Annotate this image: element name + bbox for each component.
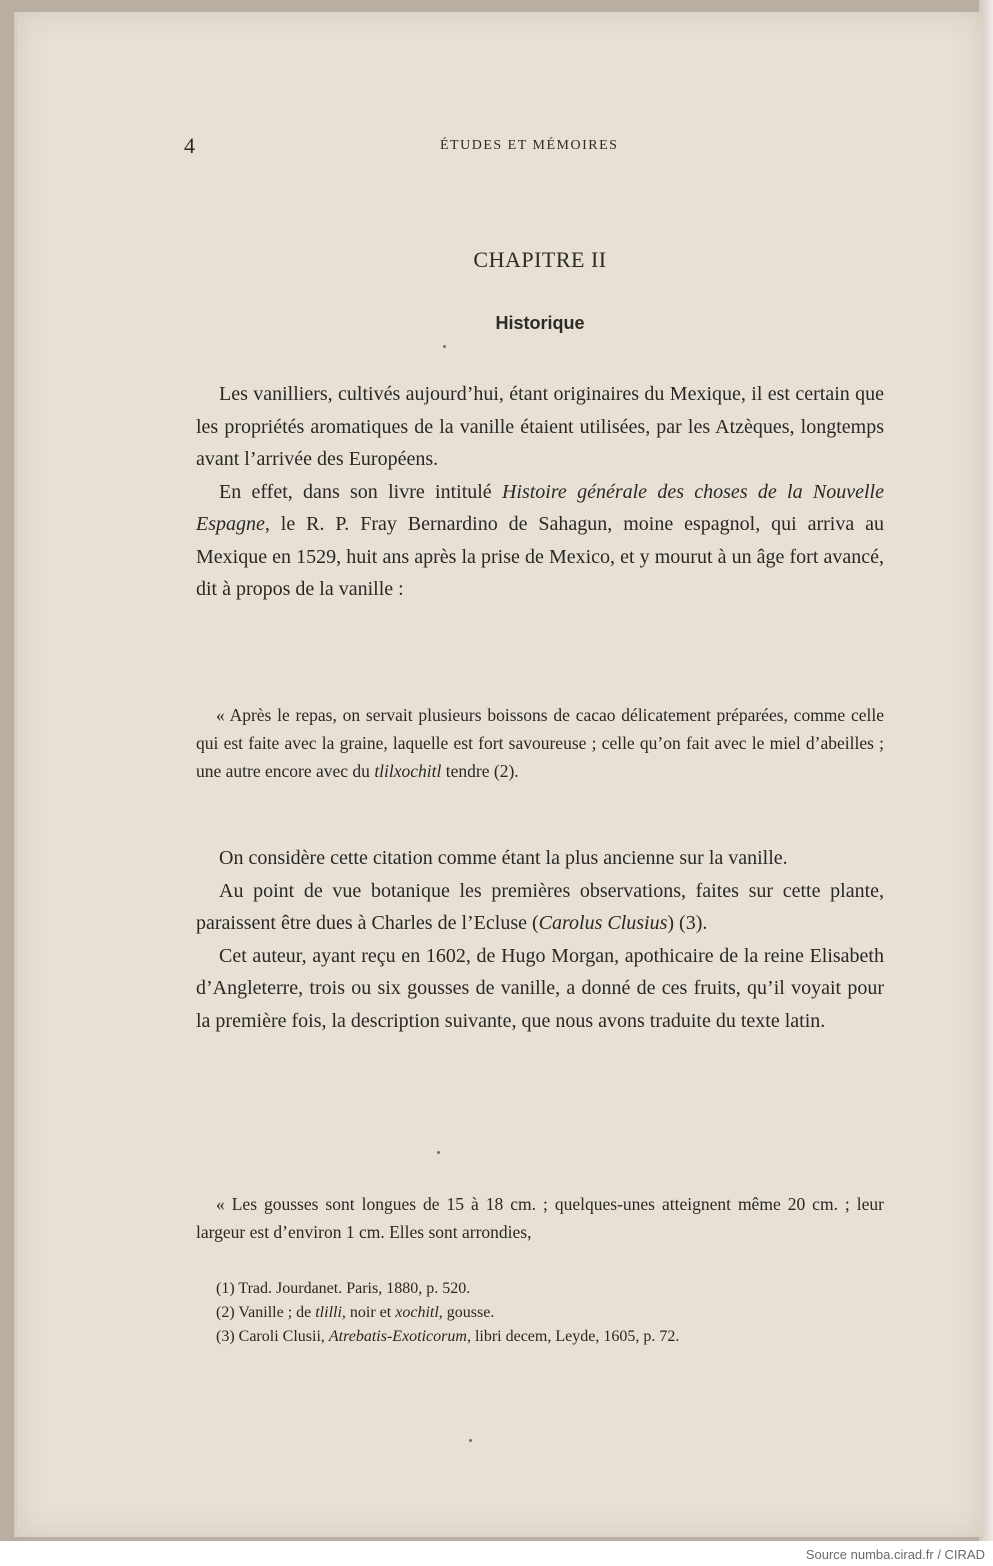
paragraph-text: ) (3).	[667, 912, 708, 934]
quote-text: « Après le repas, on servait plusieurs boissons de cacao délicatement préparées, comme celle qui est faite avec la graine, laquelle est fort savoureuse ; celle qu’on fait avec le miel d’abeilles ; une autre encore avec du	[196, 705, 884, 781]
footnote-text: (3) Caroli Clusii,	[216, 1328, 329, 1345]
nahuatl-term: xochitl	[395, 1304, 439, 1321]
footnote-text: , noir et	[341, 1304, 396, 1321]
footnote-1: (1) Trad. Jourdanet. Paris, 1880, p. 520.	[216, 1280, 471, 1297]
section-title: Historique	[495, 313, 585, 333]
paragraph-sahagun	[196, 476, 884, 606]
footnotes	[196, 1277, 884, 1349]
paragraph-morgan: Cet auteur, ayant reçu en 1602, de Hugo Morgan, apothicaire de la reine Elisabeth d’Angleterre, trois ou six gousses de vanille, a donné de ces fruits, qu’il voyait pour la première fois, la description suivante, que nous avons traduite du texte latin.	[196, 944, 884, 1032]
source-credit: Source numba.cirad.fr / CIRAD	[805, 1547, 985, 1562]
page-header	[180, 135, 880, 159]
quote-paragraph: « Les gousses sont longues de 15 à 18 cm. ; quelques-unes atteignent même 20 cm. ; leur largeur est d’environ 1 cm. Elles sont arrondies,	[196, 1194, 884, 1242]
work-title: Atrebatis-Exoticorum	[328, 1328, 467, 1345]
paragraph-clusius	[196, 875, 884, 940]
paragraph-text: En effet, dans son livre intitulé	[219, 480, 502, 503]
page-number: 4	[184, 133, 195, 158]
running-head: ÉTUDES ET MÉMOIRES	[440, 138, 619, 153]
footnote-2	[196, 1301, 884, 1325]
paper-speck	[469, 1439, 472, 1442]
footnote-3	[196, 1325, 884, 1349]
sahagun-quote	[196, 701, 884, 785]
quote-paragraph	[196, 701, 884, 785]
paragraph-oldest-citation: On considère cette citation comme étant la plus ancienne sur la vanille.	[219, 847, 788, 869]
botany-paragraphs	[196, 842, 884, 1037]
nahuatl-term: tlilli	[315, 1304, 342, 1321]
intro-paragraphs	[196, 378, 884, 606]
nahuatl-term: tlilxochitl	[374, 761, 442, 781]
footnote-text: (2) Vanille ; de	[216, 1304, 316, 1321]
clusius-quote	[196, 1190, 884, 1246]
quote-text: tendre (2).	[441, 761, 519, 781]
chapter-title: CHAPITRE II	[473, 247, 607, 272]
latin-name: Carolus Clusius	[538, 912, 668, 934]
paragraph-text: , le R. P. Fray Bernardino de Sahagun, moine espagnol, qui arriva au Mexique en 1529, huit ans après la prise de Mexico, et y mourut à un âge fort avancé, dit à propos de la vanille :	[196, 513, 884, 600]
paper-speck	[443, 345, 446, 348]
paragraph-origin: Les vanilliers, cultivés aujourd’hui, étant originaires du Mexique, il est certain que les propriétés aromatiques de la vanille étaient utilisées, par les Atzèques, longtemps avant l’arrivée des Européens.	[196, 383, 884, 470]
paper-speck	[437, 1151, 440, 1154]
footnote-text: , libri decem, Leyde, 1605, p. 72.	[466, 1328, 680, 1345]
footnote-text: , gousse.	[438, 1304, 495, 1321]
book-title: Histoire générale des choses de la Nouvelle Espagne	[196, 480, 884, 535]
paragraph-text: Au point de vue botanique les premières observations, faites sur cette plante, paraissent être dues à Charles de l’Ecluse (	[196, 879, 884, 934]
